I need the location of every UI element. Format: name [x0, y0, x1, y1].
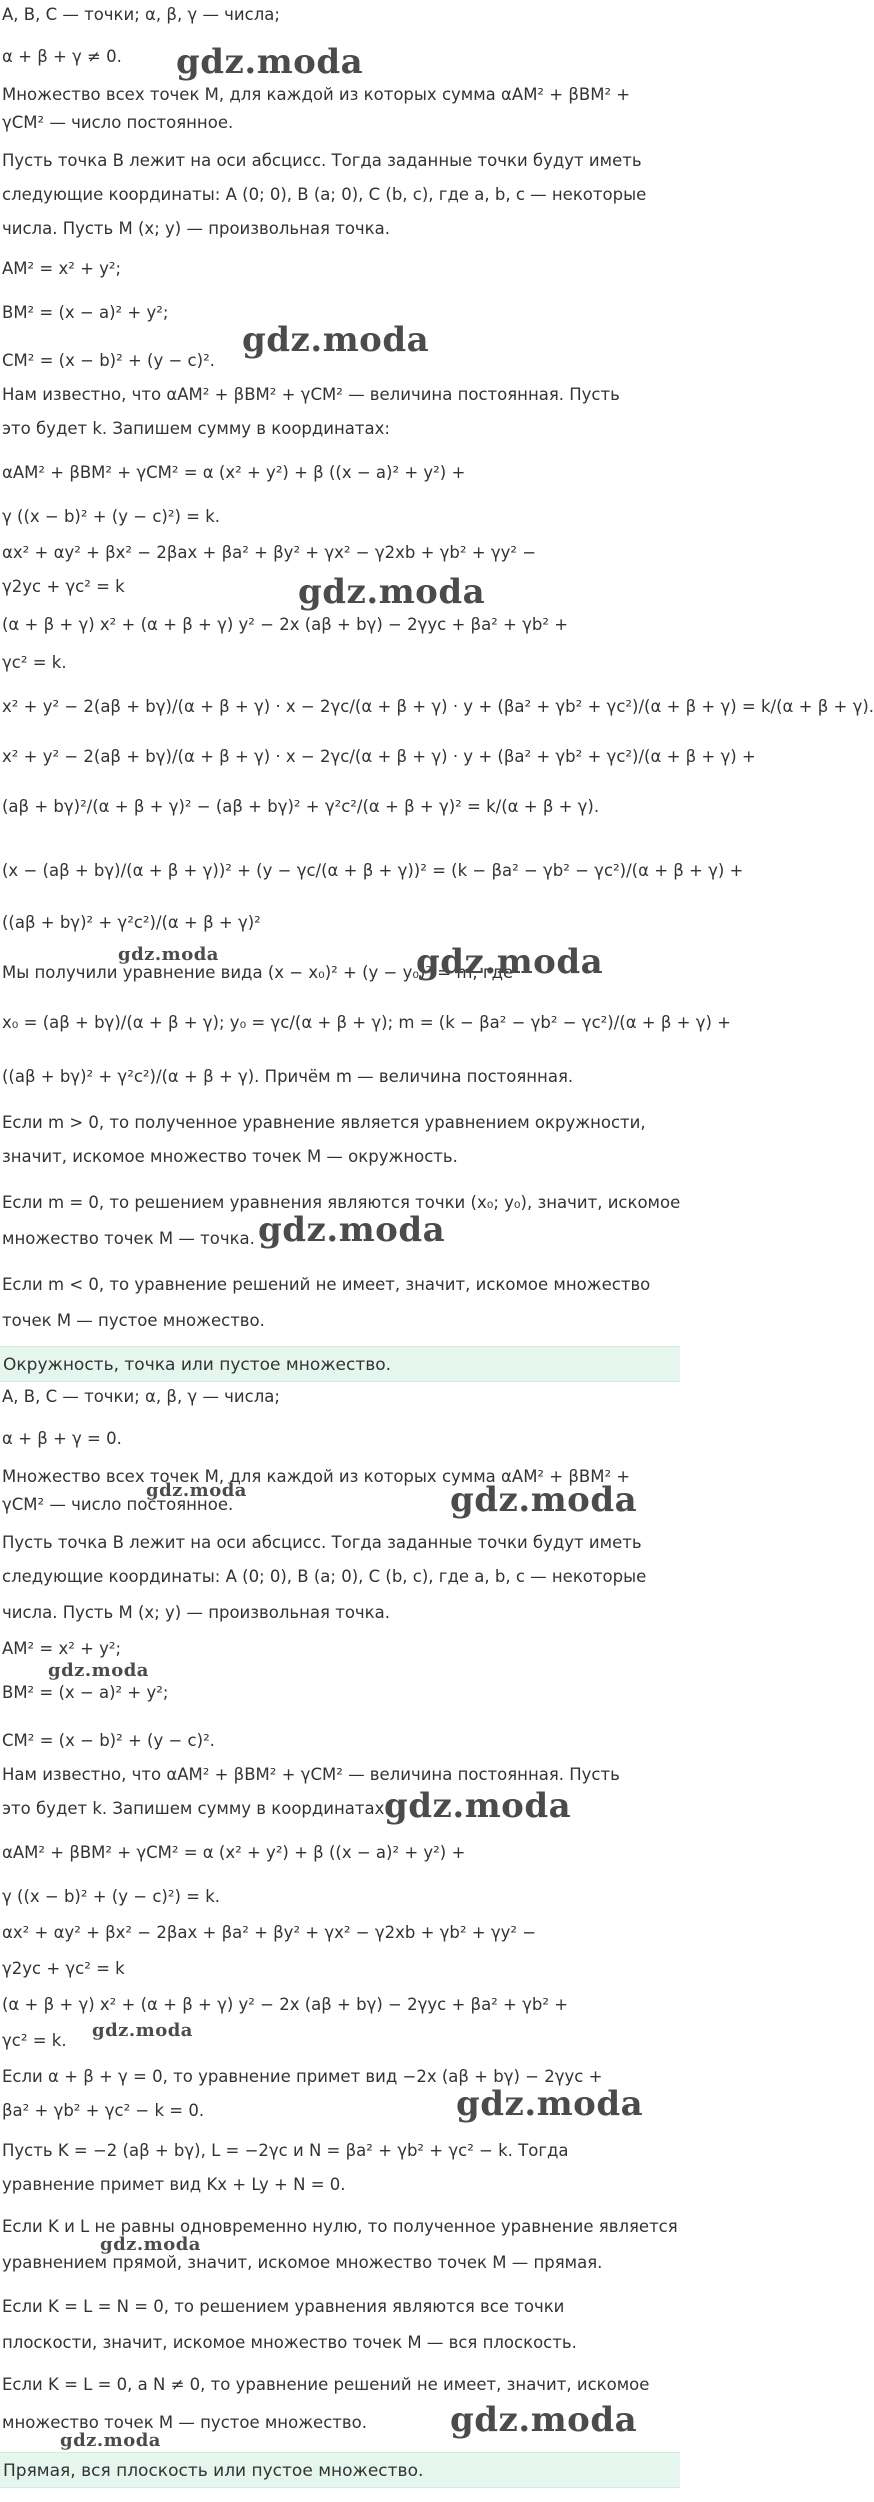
solution-line: точек M — пустое множество.: [2, 1311, 265, 1330]
solution-line: γ ((x − b)² + (y − c)²) = k.: [2, 1887, 220, 1906]
watermark: gdz.moda: [146, 1480, 247, 1501]
watermark: gdz.moda: [258, 1210, 446, 1250]
solution-line: (α + β + γ) x² + (α + β + γ) y² − 2x (aβ + bγ) − 2γyc + βa² + γb² +: [2, 1995, 569, 2014]
solution-line: BM² = (x − a)² + y²;: [2, 303, 169, 322]
watermark: gdz.moda: [60, 2430, 161, 2451]
solution-line: это будет k. Запишем сумму в координатах:: [2, 419, 390, 438]
solution-line: плоскости, значит, искомое множество точек M — вся плоскость.: [2, 2333, 577, 2352]
watermark: gdz.moda: [92, 2020, 193, 2041]
solution-line: βa² + γb² + γc² − k = 0.: [2, 2101, 205, 2120]
solution-line: (aβ + bγ)²/(α + β + γ)² − (aβ + bγ)² + γ²c²/(α + β + γ)² = k/(α + β + γ).: [2, 797, 600, 816]
watermark: gdz.moda: [456, 2084, 644, 2124]
answer-box-2: Прямая, вся плоскость или пустое множество.: [0, 2452, 680, 2488]
solution-line: AM² = x² + y²;: [2, 259, 122, 278]
solution-line: α + β + γ ≠ 0.: [2, 47, 122, 66]
solution-line: αx² + αy² + βx² − 2βax + βa² + βy² + γx² − γ2xb + γb² + γy² −: [2, 543, 537, 562]
watermark: gdz.moda: [450, 2400, 638, 2440]
solution-line: γ ((x − b)² + (y − c)²) = k.: [2, 507, 220, 526]
solution-line: Если α + β + γ = 0, то уравнение примет вид −2x (aβ + bγ) − 2γyc +: [2, 2067, 603, 2086]
watermark: gdz.moda: [416, 942, 604, 982]
solution-line: x² + y² − 2(aβ + bγ)/(α + β + γ) · x − 2γc/(α + β + γ) · y + (βa² + γb² + γc²)/(α + β + γ) = k/(α + β + γ).: [2, 697, 874, 716]
solution-line: множество точек M — точка.: [2, 1229, 255, 1248]
solution-line: ((aβ + bγ)² + γ²c²)/(α + β + γ)²: [2, 913, 261, 932]
solution-line: A, B, C — точки; α, β, γ — числа;: [2, 1387, 280, 1406]
solution-line: уравнением прямой, значит, искомое множество точек M — прямая.: [2, 2253, 603, 2272]
solution-line: уравнение примет вид Kx + Ly + N = 0.: [2, 2175, 346, 2194]
solution-line: γCM² — число постоянное.: [2, 113, 234, 132]
solution-line: Множество всех точек M, для каждой из которых сумма αAM² + βBM² +: [2, 1467, 631, 1486]
watermark: gdz.moda: [242, 320, 430, 360]
solution-line: γc² = k.: [2, 2031, 67, 2050]
solution-line: (x − (aβ + bγ)/(α + β + γ))² + (y − γc/(α + β + γ))² = (k − βa² − γb² − γc²)/(α + β + γ) +: [2, 861, 744, 880]
solution-line: следующие координаты: A (0; 0), B (a; 0), C (b, c), где a, b, c — некоторые: [2, 185, 647, 204]
solution-line: числа. Пусть M (x; y) — произвольная точка.: [2, 1603, 390, 1622]
solution-line: Если m = 0, то решением уравнения являются точки (x₀; y₀), значит, искомое: [2, 1193, 681, 1212]
solution-line: x² + y² − 2(aβ + bγ)/(α + β + γ) · x − 2γc/(α + β + γ) · y + (βa² + γb² + γc²)/(α + β + γ) +: [2, 747, 756, 766]
answer-box-1: Окружность, точка или пустое множество.: [0, 1346, 680, 1382]
solution-line: αAM² + βBM² + γCM² = α (x² + y²) + β ((x − a)² + y²) +: [2, 463, 466, 482]
solution-line: α + β + γ = 0.: [2, 1429, 122, 1448]
solution-line: αAM² + βBM² + γCM² = α (x² + y²) + β ((x − a)² + y²) +: [2, 1843, 466, 1862]
solution-line: значит, искомое множество точек M — окружность.: [2, 1147, 458, 1166]
solution-line: γc² = k.: [2, 653, 67, 672]
solution-line: x₀ = (aβ + bγ)/(α + β + γ); y₀ = γc/(α + β + γ); m = (k − βa² − γb² − γc²)/(α + β + γ) +: [2, 1013, 731, 1032]
watermark: gdz.moda: [100, 2234, 201, 2255]
solution-line: Пусть точка B лежит на оси абсцисс. Тогда заданные точки будут иметь: [2, 1533, 642, 1552]
solution-line: Если m < 0, то уравнение решений не имеет, значит, искомое множество: [2, 1275, 651, 1294]
watermark: gdz.moda: [176, 42, 364, 82]
solution-line: Если K и L не равны одновременно нулю, то полученное уравнение является: [2, 2217, 678, 2236]
solution-line: γ2yc + γc² = k: [2, 577, 125, 596]
solution-line: Множество всех точек M, для каждой из которых сумма αAM² + βBM² +: [2, 85, 631, 104]
solution-line: γ2yc + γc² = k: [2, 1959, 125, 1978]
watermark: gdz.moda: [118, 944, 219, 965]
solution-line: Пусть точка B лежит на оси абсцисс. Тогда заданные точки будут иметь: [2, 151, 642, 170]
solution-line: ((aβ + bγ)² + γ²c²)/(α + β + γ). Причём m — величина постоянная.: [2, 1067, 574, 1086]
solution-line: Пусть K = −2 (aβ + bγ), L = −2γc и N = βa² + γb² + γc² − k. Тогда: [2, 2141, 569, 2160]
solution-line: Если m > 0, то полученное уравнение является уравнением окружности,: [2, 1113, 646, 1132]
solution-line: Нам известно, что αAM² + βBM² + γCM² — величина постоянная. Пусть: [2, 1765, 620, 1784]
watermark: gdz.moda: [48, 1660, 149, 1681]
solution-line: αx² + αy² + βx² − 2βax + βa² + βy² + γx² − γ2xb + γb² + γy² −: [2, 1923, 537, 1942]
solution-line: BM² = (x − a)² + y²;: [2, 1683, 169, 1702]
solution-line: это будет k. Запишем сумму в координатах:: [2, 1799, 390, 1818]
solution-line: (α + β + γ) x² + (α + β + γ) y² − 2x (aβ + bγ) − 2γyc + βa² + γb² +: [2, 615, 569, 634]
solution-line: AM² = x² + y²;: [2, 1639, 122, 1658]
solution-line: числа. Пусть M (x; y) — произвольная точка.: [2, 219, 390, 238]
solution-line: множество точек M — пустое множество.: [2, 2413, 367, 2432]
solution-line: следующие координаты: A (0; 0), B (a; 0), C (b, c), где a, b, c — некоторые: [2, 1567, 647, 1586]
watermark: gdz.moda: [384, 1786, 572, 1826]
solution-line: Мы получили уравнение вида (x − x₀)² + (y − y₀)² = m, где: [2, 963, 514, 982]
solution-line: A, B, C — точки; α, β, γ — числа;: [2, 5, 280, 24]
solution-line: Если K = L = N = 0, то решением уравнения являются все точки: [2, 2297, 565, 2316]
solution-line: CM² = (x − b)² + (y − c)².: [2, 1731, 215, 1750]
solution-line: γCM² — число постоянное.: [2, 1495, 234, 1514]
solution-line: CM² = (x − b)² + (y − c)².: [2, 351, 215, 370]
watermark: gdz.moda: [298, 572, 486, 612]
solution-line: Если K = L = 0, а N ≠ 0, то уравнение решений не имеет, значит, искомое: [2, 2375, 650, 2394]
solution-line: Нам известно, что αAM² + βBM² + γCM² — величина постоянная. Пусть: [2, 385, 620, 404]
watermark: gdz.moda: [450, 1480, 638, 1520]
